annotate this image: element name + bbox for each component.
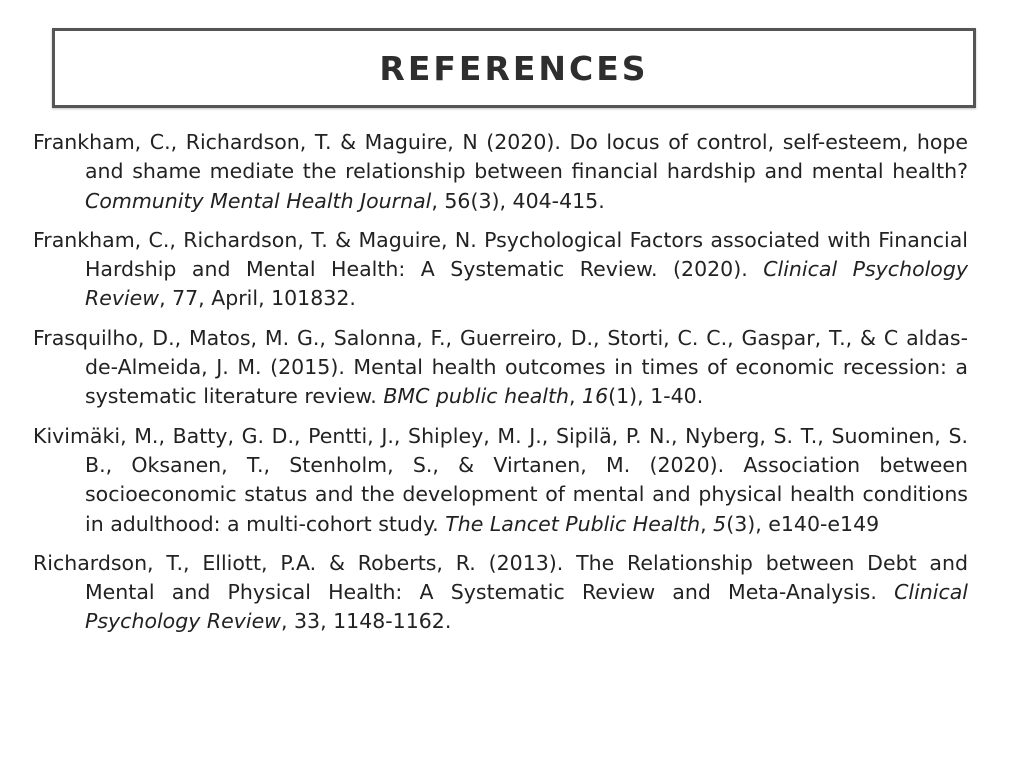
reference-item: [33, 422, 968, 539]
journal-title: The Lancet Public Health: [445, 511, 701, 536]
reference-text: (1), 1-40.: [608, 384, 704, 409]
journal-title: BMC public health: [383, 384, 569, 409]
journal-title: Community Mental Health Journal: [85, 188, 432, 213]
journal-title: Clinical Psychology Review: [85, 580, 968, 634]
reference-item: [33, 549, 968, 637]
volume-number: 16: [582, 384, 609, 409]
title-box: [52, 28, 976, 108]
reference-text: ,: [568, 384, 583, 409]
reference-text: (3), e140-e149: [726, 511, 880, 536]
reference-text: Kivimäki, M., Batty, G. D., Pentti, J., Shipley, M. J., Sipilä, P. N., Nyberg, S. T., Suominen, S. B., Oksanen, T., Stenholm, S., & Virtanen, M. (2020). Association between socioeconomic status and the development of mental and physical health conditions in adulthood: a multi-cohort study.: [33, 423, 968, 536]
reference-text: Frasquilho, D., Matos, M. G., Salonna, F., Guerreiro, D., Storti, C. C., Gaspar, T., & C aldas-de-Almeida, J. M. (2015). Mental health outcomes in times of economic recession: a systematic literature review.: [33, 325, 968, 409]
reference-text: , 33, 1148-1162.: [280, 609, 452, 634]
reference-text: (3), 404-415.: [470, 188, 605, 213]
reference-item: [33, 128, 968, 216]
reference-item: [33, 226, 968, 314]
reference-text: , 77, April, 101832.: [159, 286, 356, 311]
reference-text: ,: [700, 511, 714, 536]
reference-text: , 56: [431, 188, 471, 213]
reference-text: Frankham, C., Richardson, T. & Maguire, N. Psychological Factors associated with Financial Hardship and Mental Health: A Systematic Review. (2020).: [33, 227, 968, 282]
reference-item: [33, 324, 968, 412]
reference-text: Richardson, T., Elliott, P.A. & Roberts, R. (2013). The Relationship between Debt and Mental and Physical Health: A Systematic Review and Meta-Analysis.: [33, 550, 968, 605]
journal-title: Clinical Psychology Review: [85, 257, 968, 311]
volume-number: 5: [713, 511, 727, 536]
reference-list: [33, 128, 968, 647]
page-title: REFERENCES: [379, 48, 649, 88]
reference-text: Frankham, C., Richardson, T. & Maguire, N (2020). Do locus of control, self-esteem, hope and shame mediate the relationship between financial hardship and mental health?: [33, 130, 968, 184]
